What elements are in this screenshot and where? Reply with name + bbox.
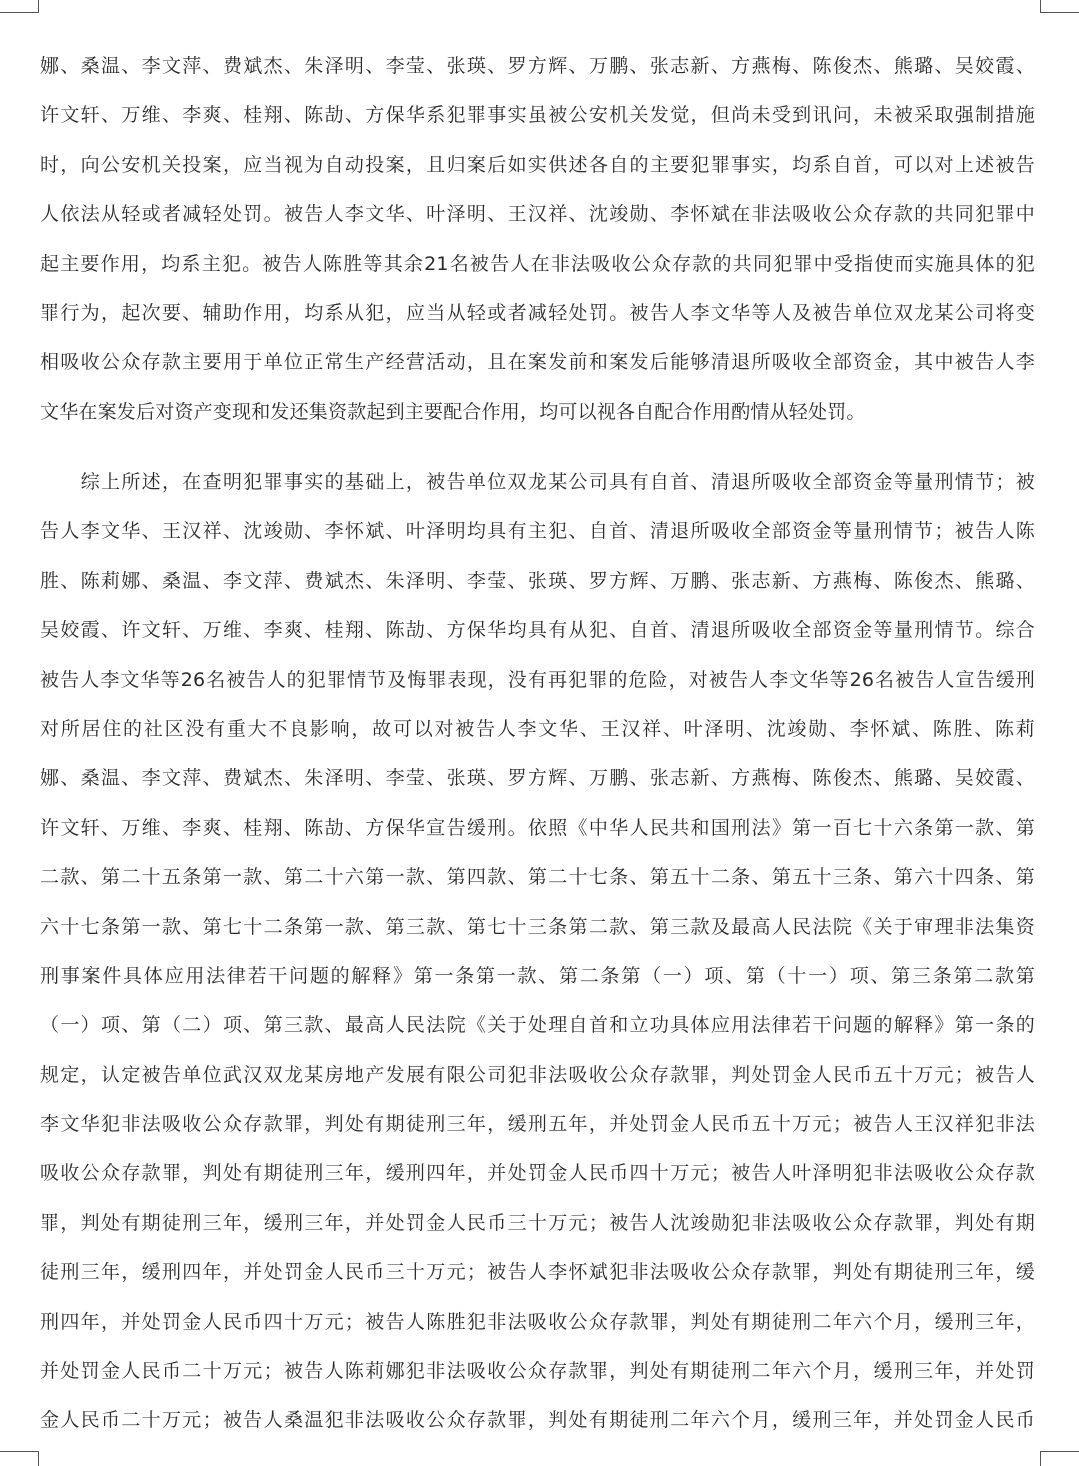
text-line: 被告人李文华等26名被告人的犯罪情节及悔罪表现，没有再犯罪的危险，对被告人李文华等26名被告人宣告缓刑	[40, 668, 1035, 691]
crop-mark-bottom-left	[0, 1451, 39, 1466]
text-line: 综上所述，在查明犯罪事实的基础上，被告单位双龙某公司具有自首、清退所吸收全部资金等量刑情节；被	[40, 471, 1035, 493]
text-line: 并处罚金人民币二十万元；被告人陈莉娜犯非法吸收公众存款罪，判处有期徒刑二年六个月，缓刑三年，并处罚	[40, 1360, 1035, 1383]
text-line: 胜、陈莉娜、桑温、李文萍、费斌杰、朱泽明、李莹、张瑛、罗方辉、万鹏、张志新、方燕梅、陈俊杰、熊璐、	[40, 569, 1035, 592]
text-line: 许文轩、万维、李爽、桂翔、陈劼、方保华宣告缓刑。依照《中华人民共和国刑法》第一百七十六条第一款、第	[40, 816, 1035, 839]
paragraph-1	[40, 42, 1035, 437]
text-line: 人依法从轻或者减轻处罚。被告人李文华、叶泽明、王汉祥、沈竣勋、李怀斌在非法吸收公众存款的共同犯罪中	[40, 203, 1035, 226]
text-line: 告人李文华、王汉祥、沈竣勋、李怀斌、叶泽明均具有主犯、自首、清退所吸收全部资金等量刑情节；被告人陈	[40, 520, 1035, 543]
text-line: 吴姣霞、许文轩、万维、李爽、桂翔、陈劼、方保华均具有从犯、自首、清退所吸收全部资金等量刑情节。综合	[40, 619, 1035, 642]
text-line: 徒刑三年，缓刑四年，并处罚金人民币三十万元；被告人李怀斌犯非法吸收公众存款罪，判处有期徒刑三年，缓	[40, 1261, 1035, 1284]
text-line: 李文华犯非法吸收公众存款罪，判处有期徒刑三年，缓刑五年，并处罚金人民币五十万元；被告人王汉祥犯非法	[40, 1113, 1035, 1136]
text-line: 吸收公众存款罪，判处有期徒刑三年，缓刑四年，并处罚金人民币四十万元；被告人叶泽明犯非法吸收公众存款	[40, 1162, 1035, 1185]
text-line: 金人民币二十万元；被告人桑温犯非法吸收公众存款罪，判处有期徒刑二年六个月，缓刑三年，并处罚金人民币	[40, 1409, 1035, 1432]
text-line: 罪行为，起次要、辅助作用，均系从犯，应当从轻或者减轻处罚。被告人李文华等人及被告单位双龙某公司将变	[40, 301, 1035, 324]
text-line: 刑四年，并处罚金人民币四十万元；被告人陈胜犯非法吸收公众存款罪，判处有期徒刑二年六个月，缓刑三年，	[40, 1310, 1035, 1333]
text-line: 规定，认定被告单位武汉双龙某房地产发展有限公司犯非法吸收公众存款罪，判处罚金人民币五十万元；被告人	[40, 1063, 1035, 1086]
text-line: 相吸收公众存款主要用于单位正常生产经营活动，且在案发前和案发后能够清退所吸收全部资金，其中被告人李	[40, 351, 1035, 374]
text-line: 二款、第二十五条第一款、第二十六第一款、第四款、第二十七条、第五十二条、第五十三条、第六十四条、第	[40, 866, 1035, 889]
text-line: （一）项、第（二）项、第三款、最高人民法院《关于处理自首和立功具体应用法律若干问题的解释》第一条的	[40, 1014, 1035, 1037]
text-line: 许文轩、万维、李爽、桂翔、陈劼、方保华系犯罪事实虽被公安机关发觉，但尚未受到讯问，未被采取强制措施	[40, 104, 1035, 127]
text-line: 刑事案件具体应用法律若干问题的解释》第一条第一款、第二条第（一）项、第（十一）项、第三条第二款第	[40, 964, 1035, 987]
text-line: 时，向公安机关投案，应当视为自动投案，且归案后如实供述各自的主要犯罪事实，均系自首，可以对上述被告	[40, 153, 1035, 176]
text-line: 六十七条第一款、第七十二条第一款、第三款、第七十三条第二款、第三款及最高人民法院《关于审理非法集资	[40, 915, 1035, 938]
text-line: 娜、桑温、李文萍、费斌杰、朱泽明、李莹、张瑛、罗方辉、万鹏、张志新、方燕梅、陈俊杰、熊璐、吴姣霞、	[40, 767, 1035, 790]
paragraph-2	[40, 458, 1035, 1446]
text-line: 娜、桑温、李文萍、费斌杰、朱泽明、李莹、张瑛、罗方辉、万鹏、张志新、方燕梅、陈俊杰、熊璐、吴姣霞、	[40, 55, 1035, 77]
text-line: 罪，判处有期徒刑三年，缓刑三年，并处罚金人民币三十万元；被告人沈竣勋犯非法吸收公众存款罪，判处有期	[40, 1211, 1035, 1234]
text-line: 起主要作用，均系主犯。被告人陈胜等其余21名被告人在非法吸收公众存款的共同犯罪中受指使而实施具体的犯	[40, 252, 1035, 275]
text-line: 对所居住的社区没有重大不良影响，故可以对被告人李文华、王汉祥、叶泽明、沈竣勋、李怀斌、陈胜、陈莉	[40, 717, 1035, 740]
text-line: 文华在案发后对资产变现和发还集资款起到主要配合作用，均可以视各自配合作用酌情从轻处罚。	[40, 400, 866, 423]
crop-mark-top-left	[0, 0, 39, 13]
crop-mark-top-right	[1040, 0, 1079, 13]
crop-mark-bottom-right	[1040, 1451, 1079, 1466]
